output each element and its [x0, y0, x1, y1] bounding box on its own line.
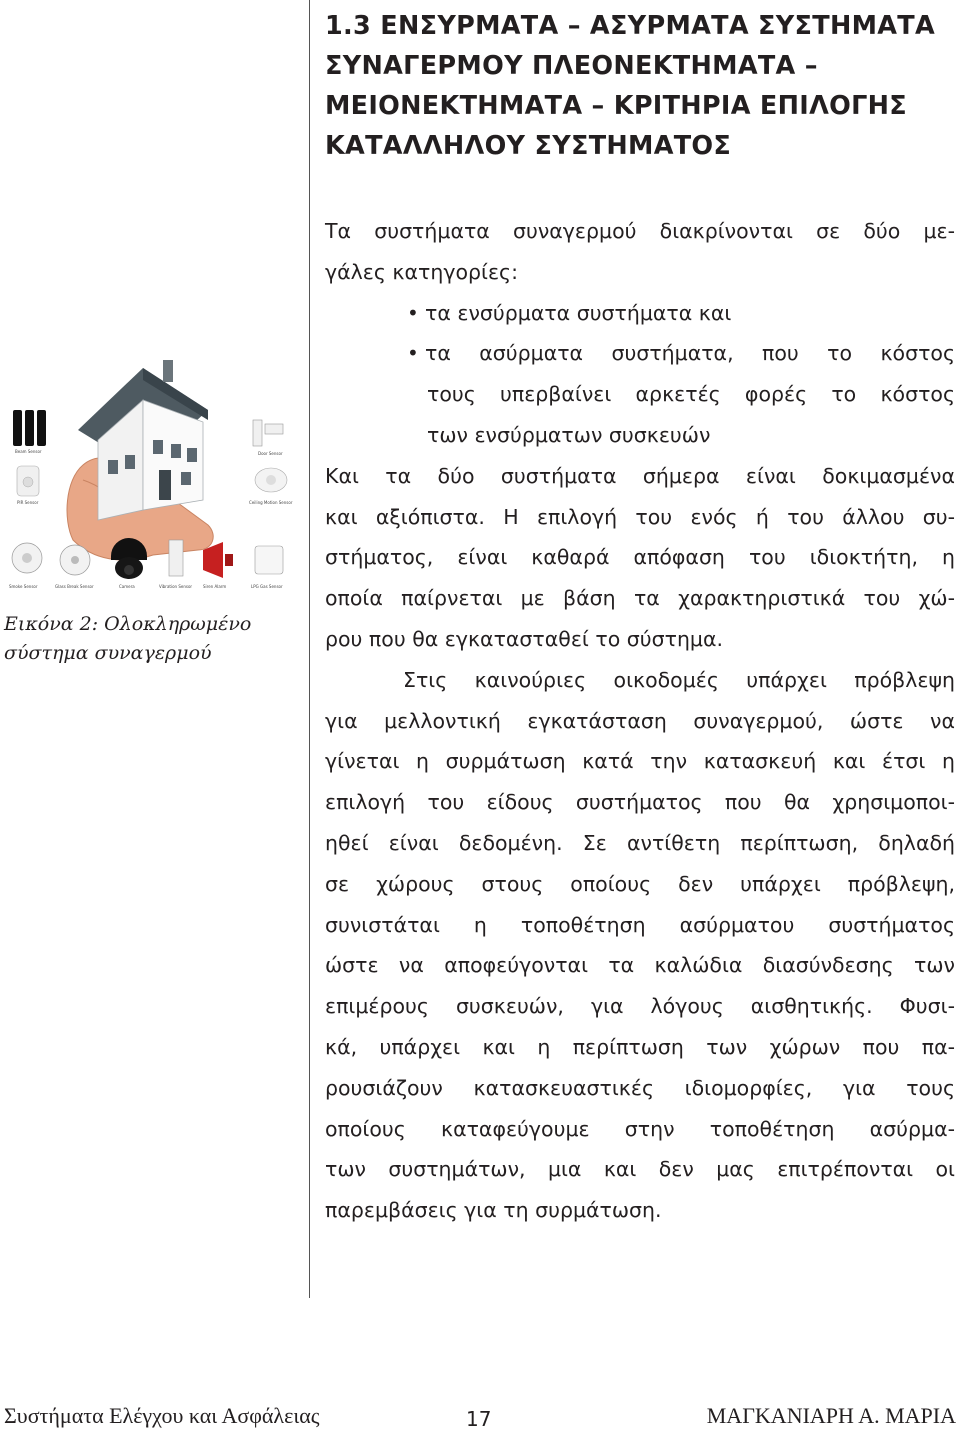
- ceiling-motion-sensor-device: [255, 468, 287, 492]
- figure-label: Siren Alarm: [203, 584, 227, 589]
- section-heading: [325, 6, 955, 166]
- body-line: οποία παίρνεται με βάση τα χαρακτηριστικά του χώ-: [325, 586, 955, 611]
- body-line: παρεμβάσεις για τη συρμάτωση.: [325, 1198, 662, 1223]
- body-line: κά, υπάρχει και η περίπτωση των χώρων που πα-: [325, 1034, 955, 1059]
- caption-line: Εικόνα 2: Ολοκληρωμένο: [4, 613, 252, 635]
- column-divider: [309, 0, 310, 1298]
- body-line: και αξιόπιστα. Η επιλογή του ενός ή του άλλου συ-: [325, 504, 955, 529]
- figure-label: Smoke Sensor: [9, 584, 38, 589]
- figure-label: Vibration Sensor: [159, 584, 193, 589]
- page-number: 17: [466, 1407, 492, 1431]
- heading-line: ΜΕΙΟΝΕΚΤΗΜΑΤΑ – ΚΡΙΤΗΡΙΑ ΕΠΙΛΟΓΗΣ: [325, 91, 907, 121]
- body-text: [325, 211, 955, 1231]
- vibration-sensor-device: [169, 540, 183, 576]
- camera-device: [111, 538, 147, 579]
- body-line: Και τα δύο συστήματα σήμερα είναι δοκιμασμένα: [325, 463, 955, 488]
- body-line: ώστε να αποφεύγονται τα καλώδια διασύνδεσης των: [325, 953, 955, 978]
- body-line: των συστημάτων, μια και δεν μας επιτρέπονται οι: [325, 1157, 955, 1182]
- glass-break-sensor-device: [60, 545, 90, 575]
- figure-label: Beam Sensor: [15, 449, 42, 454]
- body-line: επιμέρους συσκευών, για λόγους αισθητικής. Φυσι-: [325, 994, 955, 1019]
- body-line: Τα συστήματα συναγερμού διακρίνονται σε δύο με-: [325, 219, 955, 243]
- lpg-gas-sensor-device: [255, 546, 283, 574]
- body-line: γίνεται η συρμάτωση κατά την κατασκευή και έτσι η: [325, 749, 955, 774]
- bullet-icon: •: [407, 300, 419, 325]
- figure-label: Camera: [119, 584, 135, 589]
- body-line: των ενσύρματων συσκευών: [427, 422, 711, 447]
- body-line: ρου που θα εγκατασταθεί το σύστημα.: [325, 626, 724, 651]
- body-line: επιλογή του είδους συστήματος που θα χρησιμοποι-: [325, 790, 955, 815]
- alarm-system-illustration: [3, 360, 301, 610]
- body-line: στήματος, είναι καθαρά απόφαση του ιδιοκτήτη, η: [325, 545, 955, 570]
- caption-line: σύστημα συναγερμού: [4, 642, 212, 664]
- alarm-system-figure: [3, 360, 301, 610]
- body-line: τους υπερβαίνει αρκετές φορές το κόστος: [427, 382, 955, 407]
- heading-line: ΚΑΤΑΛΛΗΛΟΥ ΣΥΣΤΗΜΑΤΟΣ: [325, 131, 732, 161]
- figure-label: Glass Break Sensor: [55, 584, 94, 589]
- bullet-item: [325, 333, 955, 374]
- body-line: ρουσιάζουν κατασκευαστικές ιδιομορφίες, για τους: [325, 1075, 955, 1100]
- figure-caption: [4, 610, 304, 668]
- smoke-sensor-device: [12, 543, 42, 573]
- body-line: συνιστάται η τοποθέτηση ασύρματου συστήματος: [325, 912, 955, 937]
- heading-line: ΣΥΝΑΓΕΡΜΟΥ ΠΛΕΟΝΕΚΤΗΜΑΤΑ –: [325, 51, 818, 81]
- footer-author: ΜΑΓΚΑΝΙΑΡΗ Α. ΜΑΡΙΑ: [706, 1403, 956, 1428]
- figure-label: Door Sensor: [258, 451, 283, 456]
- heading-line: 1.3 ΕΝΣΥΡΜΑΤΑ – ΑΣΥΡΜΑΤΑ ΣΥΣΤΗΜΑΤΑ: [325, 11, 936, 41]
- bullet-text: τα ενσύρματα συστήματα και: [425, 300, 732, 325]
- figure-label: LPG Gas Sensor: [251, 584, 283, 589]
- body-line: Στις καινούριες οικοδομές υπάρχει πρόβλεψη: [403, 667, 955, 692]
- body-line: γάλες κατηγορίες:: [325, 259, 518, 284]
- footer-book-title: Συστήματα Ελέγχου και Ασφάλειας: [4, 1403, 320, 1428]
- bullet-icon: •: [407, 341, 419, 366]
- beam-sensor-device: [13, 410, 46, 446]
- figure-label: PIR Sensor: [17, 500, 39, 505]
- bullet-text: τα ασύρματα συστήματα, που το κόστος: [425, 341, 955, 366]
- body-line: ηθεί είναι δεδομένη. Σε αντίθετη περίπτωση, δηλαδή: [325, 830, 955, 855]
- figure-label: Ceiling Motion Sensor: [249, 500, 293, 505]
- body-line: για μελλοντική εγκατάσταση συναγερμού, ώστε να: [325, 708, 955, 733]
- door-sensor-device: [253, 420, 283, 446]
- bullet-item: [325, 293, 955, 334]
- pir-sensor-device: [17, 466, 39, 496]
- body-line: οποίους καταφεύγουμε στην τοποθέτηση ασύρμα-: [325, 1116, 955, 1141]
- body-line: σε χώρους στους οποίους δεν υπάρχει πρόβλεψη,: [325, 871, 955, 896]
